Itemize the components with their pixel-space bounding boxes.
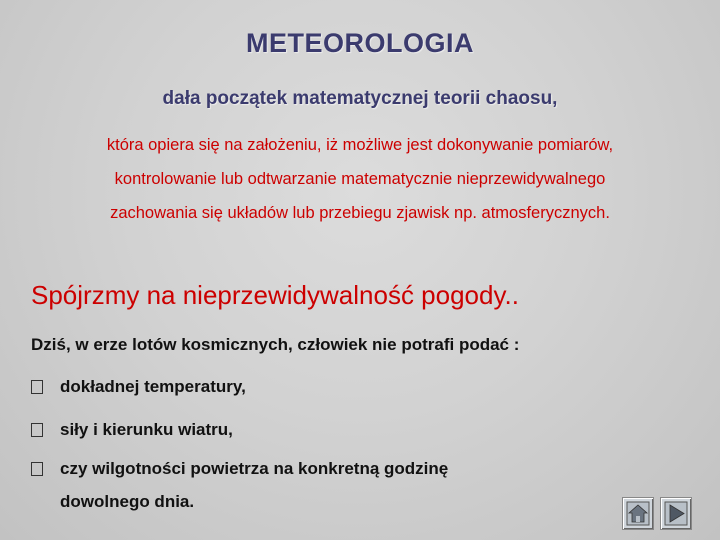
bullet-text: siły i kierunku wiatru, — [60, 420, 233, 439]
next-button[interactable] — [660, 497, 692, 530]
intro-line: która opiera się na założeniu, iż możliwe jest dokonywanie pomiarów, — [106, 136, 614, 154]
intro-line: kontrolowanie lub odtwarzanie matematycznie nieprzewidywalnego — [114, 170, 606, 188]
lead-text: Dziś, w erze lotów kosmicznych, człowiek nie potrafi podać : — [31, 335, 520, 354]
bullet-text: dokładnej temperatury, — [60, 377, 246, 396]
bullet-item — [31, 420, 233, 440]
bullet-box-icon — [31, 380, 43, 394]
home-button[interactable] — [622, 497, 654, 530]
intro-line: zachowania się układów lub przebiegu zjawisk np. atmosferycznych. — [110, 204, 610, 222]
slide-subtitle: dała początek matematycznej teorii chaosu, — [162, 88, 558, 109]
home-icon — [626, 501, 650, 526]
bullet-item — [31, 459, 448, 479]
bullet-item — [31, 377, 246, 397]
bullet-continuation: dowolnego dnia. — [60, 492, 195, 511]
bullet-box-icon — [31, 462, 43, 476]
play-next-icon — [664, 501, 688, 526]
intro-paragraph — [20, 128, 700, 230]
slide-title: METEOROLOGIA — [246, 28, 474, 58]
headline: Spójrzmy na nieprzewidywalność pogody.. — [31, 280, 519, 310]
bullet-box-icon — [31, 423, 43, 437]
bullet-text: czy wilgotności powietrza na konkretną godzinę — [60, 459, 449, 478]
